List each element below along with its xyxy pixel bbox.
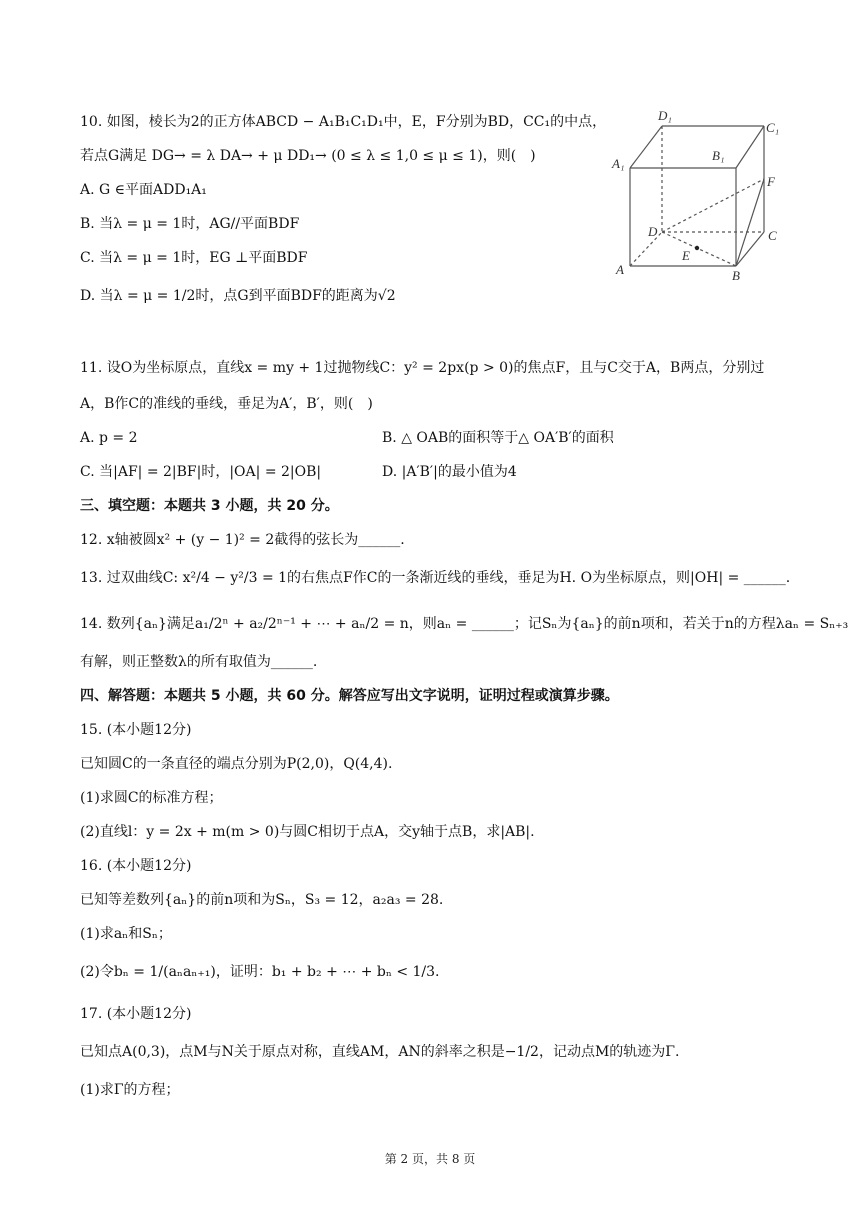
cube-figure: [608, 104, 788, 284]
label-f: F: [767, 174, 775, 189]
q15-title: 15. (本小题12分): [80, 722, 192, 738]
q15-stem: 已知圆C的一条直径的端点分别为P(2,0)，Q(4,4).: [80, 756, 393, 772]
q13-text: 13. 过双曲线C: x²/4 − y²/3 = 1的右焦点F作C的一条渐近线的垂线，垂足为H. O为坐标原点，则|OH| = ______.: [80, 570, 791, 586]
label-e: E: [682, 248, 690, 263]
q11-line2: A，B作C的准线的垂线，垂足为A′，B′，则( ): [80, 396, 373, 412]
q15-part2: (2)直线l：y = 2x + m(m > 0)与圆C相切于点A，交y轴于点B，求|AB|.: [80, 824, 535, 840]
q16-part1: (1)求aₙ和Sₙ；: [80, 926, 172, 942]
q11-option-b: B. △ OAB的面积等于△ OA′B′的面积: [382, 430, 614, 446]
q16-part2: (2)令bₙ = 1/(aₙaₙ₊₁)，证明：b₁ + b₂ + ⋯ + bₙ < 1/3.: [80, 964, 440, 980]
q17-stem: 已知点A(0,3)，点M与N关于原点对称，直线AM，AN的斜率之积是−1/2，记动点M的轨迹为Γ.: [80, 1044, 680, 1060]
page-footer: 第 2 页，共 8 页: [384, 1152, 476, 1166]
section-3-heading: 三、填空题：本题共 3 小题，共 20 分。: [80, 498, 339, 514]
q12-text: 12. x轴被圆x² + (y − 1)² = 2截得的弦长为______.: [80, 532, 405, 548]
label-a: A: [616, 262, 624, 277]
q10-option-c: C. 当λ = μ = 1时，EG ⊥平面BDF: [80, 250, 308, 266]
q10-option-a: A. G ∈平面ADD₁A₁: [80, 182, 207, 198]
q16-stem: 已知等差数列{aₙ}的前n项和为Sₙ，S₃ = 12，a₂a₃ = 28.: [80, 892, 444, 908]
q10-line1: 10. 如图，棱长为2的正方体ABCD − A₁B₁C₁D₁中，E，F分别为BD，CC₁的中点，: [80, 114, 607, 130]
label-c: C: [768, 228, 777, 243]
q17-title: 17. (本小题12分): [80, 1006, 192, 1022]
label-b1: B₁: [712, 148, 725, 163]
q14-line1: 14. 数列{aₙ}满足a₁/2ⁿ + a₂/2ⁿ⁻¹ + ⋯ + aₙ/2 = n，则aₙ = ______；记Sₙ为{aₙ}的前n项和，若关于n的方程λaₙ = Sₙ₊₃: [80, 616, 849, 632]
q14-line2: 有解，则正整数λ的所有取值为______.: [80, 654, 318, 670]
label-c1: C₁: [766, 120, 780, 135]
q16-title: 16. (本小题12分): [80, 858, 192, 874]
q10-option-d: D. 当λ = μ = 1/2时，点G到平面BDF的距离为√2: [80, 288, 396, 304]
q11-option-a: A. p = 2: [80, 430, 138, 446]
label-d1: D₁: [658, 108, 672, 123]
q10-line2: 若点G满足 DG→ = λ DA→ + μ DD₁→ (0 ≤ λ ≤ 1,0 ≤ μ ≤ 1)，则( ): [80, 148, 536, 164]
q17-part1: (1)求Γ的方程；: [80, 1082, 180, 1098]
label-d: D: [648, 224, 658, 239]
q10-option-b: B. 当λ = μ = 1时，AG//平面BDF: [80, 216, 300, 232]
q11-option-d: D. |A′B′|的最小值为4: [382, 464, 517, 480]
cube-diagram: [608, 104, 788, 284]
q11-option-c: C. 当|AF| = 2|BF|时，|OA| = 2|OB|: [80, 464, 322, 480]
label-a1: A₁: [612, 156, 625, 171]
section-4-heading: 四、解答题：本题共 5 小题，共 60 分。解答应写出文字说明，证明过程或演算步骤。: [80, 688, 619, 704]
q11-line1: 11. 设O为坐标原点，直线x = my + 1过抛物线C：y² = 2px(p > 0)的焦点F，且与C交于A，B两点，分别过: [80, 360, 765, 376]
q15-part1: (1)求圆C的标准方程；: [80, 790, 223, 806]
label-b: B: [732, 268, 740, 283]
